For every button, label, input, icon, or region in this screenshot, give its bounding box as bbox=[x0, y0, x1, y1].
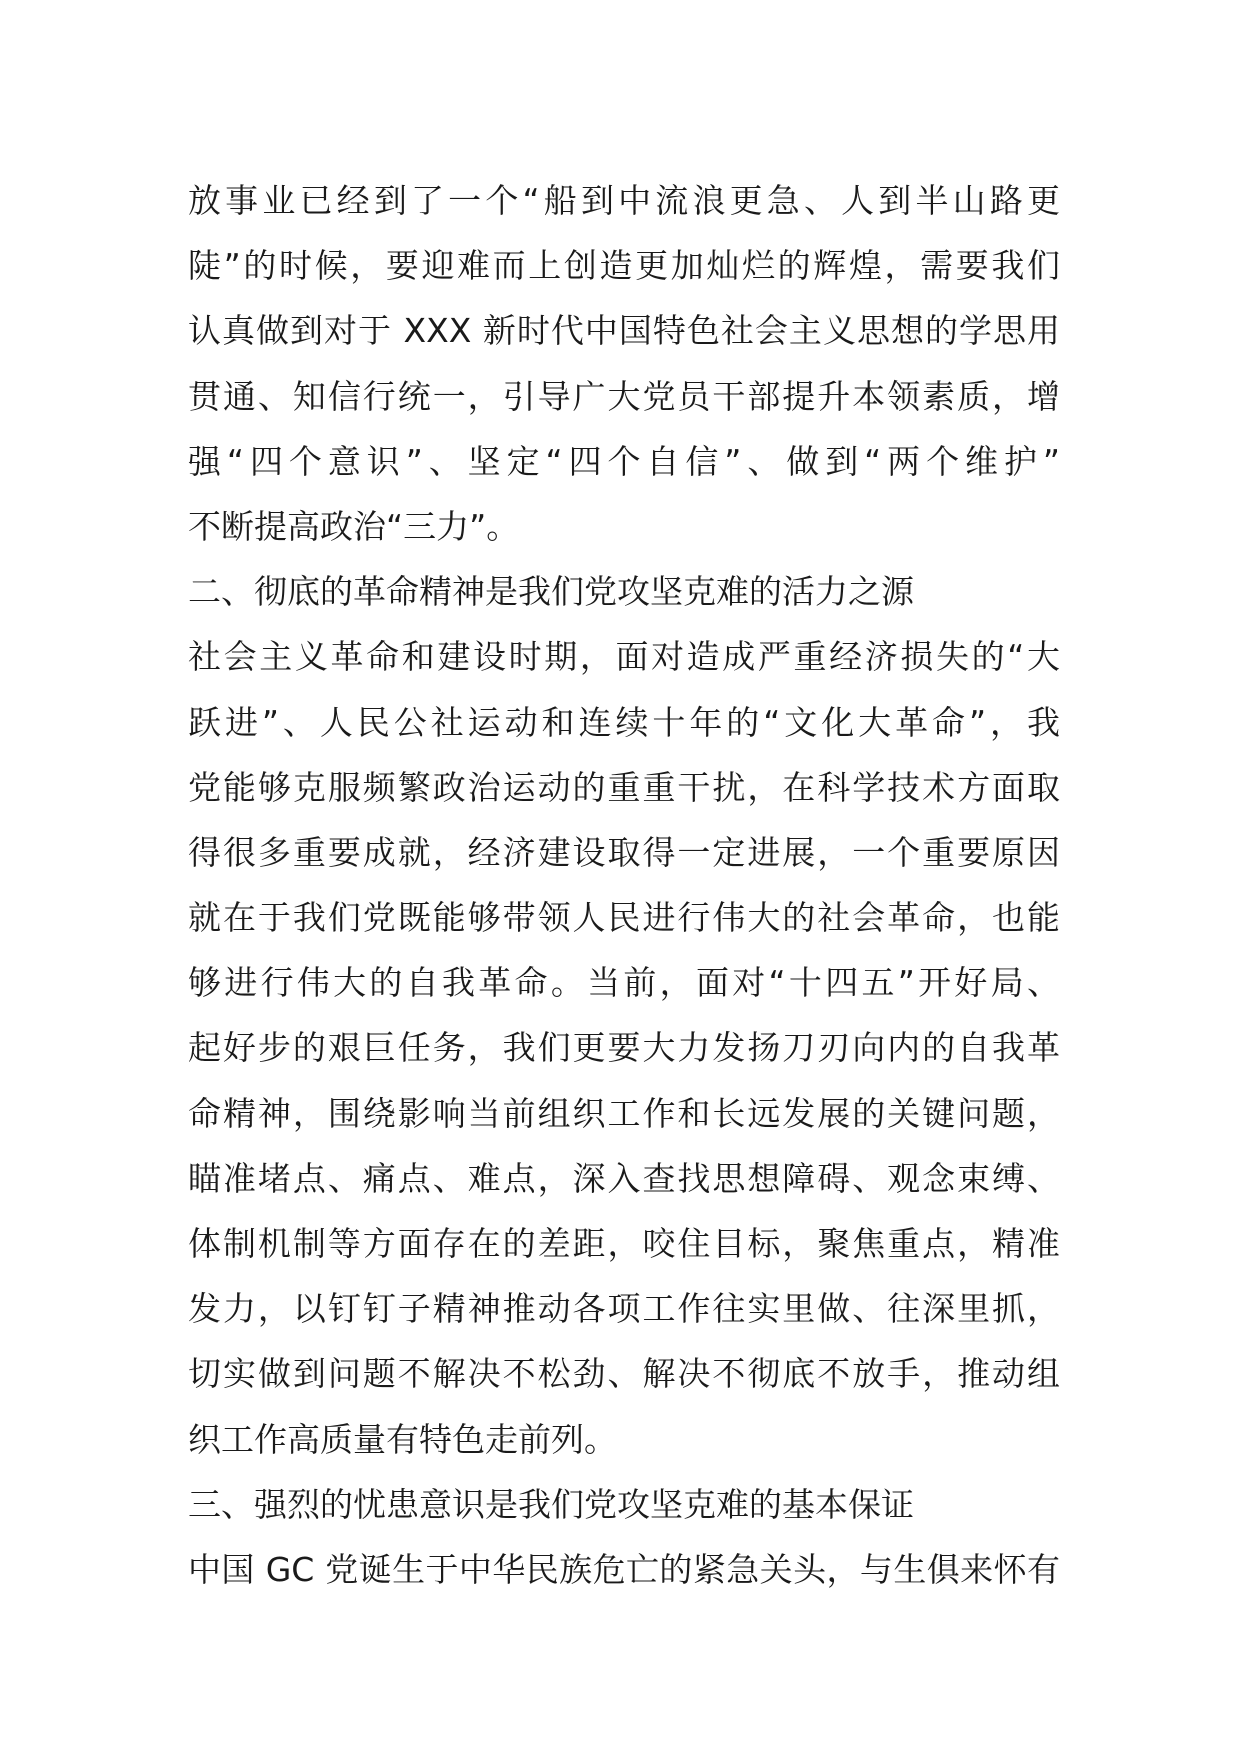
body-line: 跃进”、人民公社运动和连续十年的“文化大革命”，我 bbox=[188, 702, 1060, 742]
body-line: 认真做到对于 XXX 新时代中国特色社会主义思想的学思用 bbox=[188, 311, 1060, 351]
body-line: 贯通、知信行统一，引导广大党员干部提升本领素质，增 bbox=[188, 376, 1060, 416]
body-line: 就在于我们党既能够带领人民进行伟大的社会革命，也能 bbox=[188, 898, 1060, 938]
body-line: 不断提高政治“三力”。 bbox=[188, 506, 520, 546]
body-line: 中国 GC 党诞生于中华民族危亡的紧急关头，与生俱来怀有 bbox=[188, 1549, 1060, 1589]
body-line: 得很多重要成就，经济建设取得一定进展，一个重要原因 bbox=[188, 832, 1060, 872]
body-line: 强“四个意识”、坚定“四个自信”、做到“两个维护” bbox=[188, 441, 1060, 481]
section-heading: 二、彻底的革命精神是我们党攻坚克难的活力之源 bbox=[188, 572, 914, 612]
document-body bbox=[188, 168, 1060, 1602]
body-line: 瞄准堵点、痛点、难点，深入查找思想障碍、观念束缚、 bbox=[188, 1158, 1060, 1198]
body-line: 党能够克服频繁政治运动的重重干扰，在科学技术方面取 bbox=[188, 767, 1060, 807]
body-line: 社会主义革命和建设时期，面对造成严重经济损失的“大 bbox=[188, 637, 1060, 677]
section-heading: 三、强烈的忧患意识是我们党攻坚克难的基本保证 bbox=[188, 1484, 914, 1524]
body-line: 够进行伟大的自我革命。当前，面对“十四五”开好局、 bbox=[188, 963, 1060, 1003]
body-line: 织工作高质量有特色走前列。 bbox=[188, 1419, 617, 1459]
body-line: 起好步的艰巨任务，我们更要大力发扬刀刃向内的自我革 bbox=[188, 1028, 1060, 1068]
body-line: 陡”的时候，要迎难而上创造更加灿烂的辉煌，需要我们 bbox=[188, 246, 1060, 286]
body-line: 体制机制等方面存在的差距，咬住目标，聚焦重点，精准 bbox=[188, 1224, 1060, 1263]
body-line: 放事业已经到了一个“船到中流浪更急、人到半山路更 bbox=[188, 181, 1060, 220]
body-line: 发力，以钉钉子精神推动各项工作往实里做、往深里抓， bbox=[188, 1289, 1060, 1329]
body-line: 切实做到问题不解决不松劲、解决不彻底不放手，推动组 bbox=[188, 1354, 1060, 1394]
body-line: 命精神，围绕影响当前组织工作和长远发展的关键问题， bbox=[188, 1093, 1060, 1133]
